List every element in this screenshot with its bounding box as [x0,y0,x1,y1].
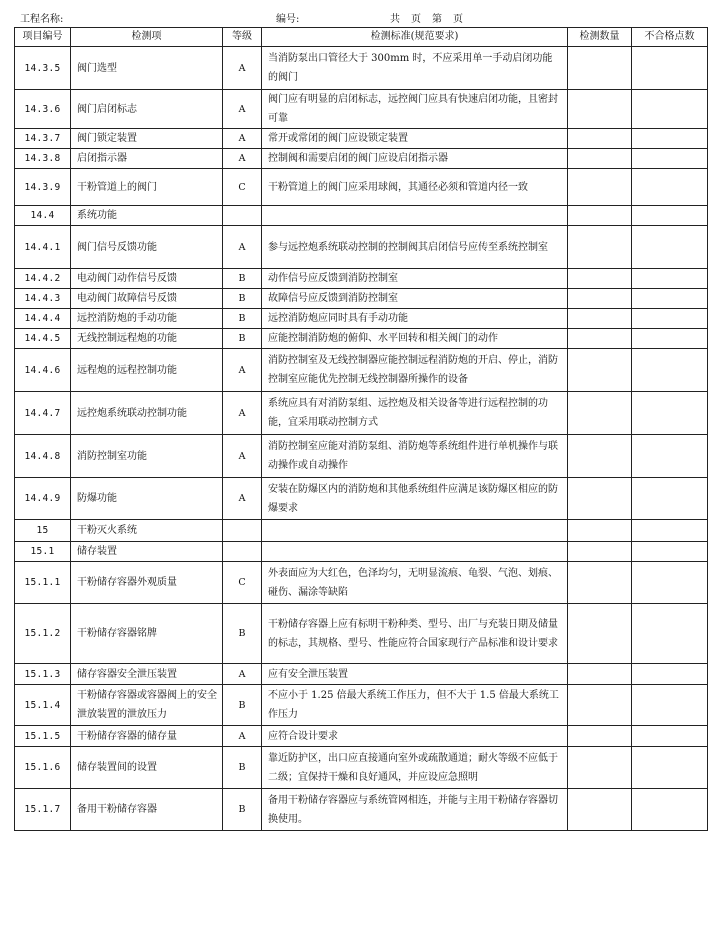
count-cell [568,206,632,226]
item-code-cell: 14.4.9 [15,478,71,520]
standard-cell: 不应小于 1.25 倍最大系统工作压力，但不大于 1.5 倍最大系统工作压力 [262,685,568,726]
count-cell [568,604,632,664]
count-cell [568,392,632,435]
fail-count-cell [632,604,708,664]
standard-cell: 消防控制室及无线控制器应能控制远程消防炮的开启、停止，消防控制室应能优先控制无线控制器所操作的设备 [262,349,568,392]
table-row [15,269,708,289]
grade-cell: B [223,289,262,309]
item-code-cell: 14.4.4 [15,309,71,329]
standard-cell: 干粉管道上的阀门应采用球阀，其通径必须和管道内径一致 [262,169,568,206]
table-row [15,789,708,831]
grade-cell [223,206,262,226]
fail-count-cell [632,542,708,562]
project-name-label: 工程名称: [20,14,64,25]
count-cell [568,329,632,349]
fail-count-cell [632,169,708,206]
item-name-cell: 无线控制远程炮的功能 [71,329,223,349]
count-cell [568,289,632,309]
table-row [15,169,708,206]
item-name-cell: 阀门启闭标志 [71,90,223,129]
grade-cell: A [223,47,262,90]
item-name-cell: 干粉储存容器外观质量 [71,562,223,604]
table-row [15,542,708,562]
count-cell [568,542,632,562]
grade-cell: B [223,309,262,329]
fail-count-cell [632,309,708,329]
item-code-cell: 14.3.9 [15,169,71,206]
table-row [15,349,708,392]
standard-cell: 安装在防爆区内的消防炮和其他系统组件应满足该防爆区相应的防爆要求 [262,478,568,520]
item-name-cell: 远程炮的远程控制功能 [71,349,223,392]
item-name-cell: 干粉储存容器的储存量 [71,726,223,747]
item-name-cell: 储存装置 [71,542,223,562]
col-header-grade: 等级 [223,28,262,47]
standard-cell: 消防控制室应能对消防泵组、消防炮等系统组件进行单机操作与联动操作或自动操作 [262,435,568,478]
grade-cell: A [223,664,262,685]
table-row [15,726,708,747]
table-row [15,604,708,664]
fail-count-cell [632,226,708,269]
grade-cell: A [223,90,262,129]
item-name-cell: 干粉灭火系统 [71,520,223,542]
standard-cell: 靠近防护区，出口应直接通向室外或疏散通道；耐火等级不应低于二级；宜保持干燥和良好通风，并应设应急照明 [262,747,568,789]
count-cell [568,169,632,206]
standard-cell: 应能控制消防炮的俯仰、水平回转和相关阀门的动作 [262,329,568,349]
item-code-cell: 15.1.4 [15,685,71,726]
item-name-cell: 远控消防炮的手动功能 [71,309,223,329]
item-code-cell: 15.1.7 [15,789,71,831]
fail-count-cell [632,664,708,685]
fail-count-cell [632,520,708,542]
grade-cell: B [223,269,262,289]
count-cell [568,664,632,685]
grade-cell: A [223,349,262,392]
table-row [15,226,708,269]
count-cell [568,149,632,169]
table-row [15,562,708,604]
fail-count-cell [632,47,708,90]
standard-cell: 动作信号应反馈到消防控制室 [262,269,568,289]
fail-count-cell [632,206,708,226]
fail-count-cell [632,269,708,289]
item-code-cell: 14.4.2 [15,269,71,289]
inspection-table [14,27,708,831]
standard-cell: 应有安全泄压装置 [262,664,568,685]
grade-cell: A [223,392,262,435]
standard-cell: 故障信号应反馈到消防控制室 [262,289,568,309]
count-cell [568,685,632,726]
table-header-row [15,28,708,47]
grade-cell: B [223,604,262,664]
table-row [15,47,708,90]
fail-count-cell [632,747,708,789]
grade-cell: A [223,435,262,478]
count-cell [568,226,632,269]
grade-cell: A [223,129,262,149]
item-code-cell: 14.4.1 [15,226,71,269]
item-name-cell: 电动阀门动作信号反馈 [71,269,223,289]
standard-cell: 外表面应为大红色，色泽均匀，无明显流痕、龟裂、气泡、划痕、碰伤、漏涂等缺陷 [262,562,568,604]
item-name-cell: 备用干粉储存容器 [71,789,223,831]
count-cell [568,520,632,542]
table-row [15,309,708,329]
grade-cell: C [223,562,262,604]
fail-count-cell [632,435,708,478]
item-code-cell: 14.3.5 [15,47,71,90]
standard-cell: 控制阀和需要启闭的阀门应设启闭指示器 [262,149,568,169]
fail-count-cell [632,349,708,392]
grade-cell [223,542,262,562]
item-code-cell: 14.3.7 [15,129,71,149]
table-row [15,90,708,129]
item-code-cell: 15.1.2 [15,604,71,664]
count-cell [568,47,632,90]
item-code-cell: 14.4.5 [15,329,71,349]
grade-cell: B [223,685,262,726]
item-name-cell: 防爆功能 [71,478,223,520]
grade-cell: B [223,329,262,349]
table-row [15,664,708,685]
item-name-cell: 远控炮系统联动控制功能 [71,392,223,435]
standard-cell: 应符合设计要求 [262,726,568,747]
item-code-cell: 14.4.8 [15,435,71,478]
count-cell [568,789,632,831]
table-row [15,478,708,520]
fail-count-cell [632,90,708,129]
count-cell [568,269,632,289]
fail-count-cell [632,789,708,831]
standard-cell: 干粉储存容器上应有标明干粉种类、型号、出厂与充装日期及储量的标志，其规格、型号、性能应符合国家现行产品标准和设计要求 [262,604,568,664]
count-cell [568,562,632,604]
standard-cell: 系统应具有对消防泵组、远控炮及相关设备等进行远程控制的功能，宜采用联动控制方式 [262,392,568,435]
fail-count-cell [632,685,708,726]
standard-cell [262,520,568,542]
standard-cell: 当消防泵出口管径大于 300mm 时，不应采用单一手动启闭功能的阀门 [262,47,568,90]
item-code-cell: 15.1.5 [15,726,71,747]
item-code-cell: 15.1 [15,542,71,562]
item-name-cell: 干粉储存容器或容器阀上的安全泄放装置的泄放压力 [71,685,223,726]
count-cell [568,747,632,789]
form-header [0,0,719,26]
fail-count-cell [632,392,708,435]
grade-cell: B [223,747,262,789]
count-cell [568,478,632,520]
count-cell [568,309,632,329]
serial-number-label: 编号: [276,14,300,25]
col-header-standard: 检测标准(规范要求) [262,28,568,47]
table-row [15,685,708,726]
item-code-cell: 14.4.3 [15,289,71,309]
table-row [15,149,708,169]
item-code-cell: 15.1.1 [15,562,71,604]
item-code-cell: 15.1.3 [15,664,71,685]
table-row [15,289,708,309]
col-header-fail: 不合格点数 [632,28,708,47]
fail-count-cell [632,289,708,309]
item-name-cell: 消防控制室功能 [71,435,223,478]
col-header-code: 项目编号 [15,28,71,47]
item-name-cell: 储存装置间的设置 [71,747,223,789]
count-cell [568,349,632,392]
grade-cell: A [223,226,262,269]
item-code-cell: 14.4.7 [15,392,71,435]
item-name-cell: 阀门信号反馈功能 [71,226,223,269]
grade-cell: A [223,478,262,520]
count-cell [568,435,632,478]
grade-cell: A [223,149,262,169]
count-cell [568,726,632,747]
standard-cell [262,542,568,562]
item-code-cell: 14.3.8 [15,149,71,169]
grade-cell: B [223,789,262,831]
fail-count-cell [632,329,708,349]
item-code-cell: 15.1.6 [15,747,71,789]
standard-cell: 参与远控炮系统联动控制的控制阀其启闭信号应传至系统控制室 [262,226,568,269]
table-row [15,329,708,349]
item-code-cell: 15 [15,520,71,542]
item-name-cell: 干粉储存容器铭牌 [71,604,223,664]
fail-count-cell [632,726,708,747]
count-cell [568,90,632,129]
standard-cell: 备用干粉储存容器应与系统管网相连，并能与主用干粉储存容器切换使用。 [262,789,568,831]
table-row [15,206,708,226]
grade-cell: A [223,726,262,747]
item-name-cell: 电动阀门故障信号反馈 [71,289,223,309]
col-header-item: 检测项 [71,28,223,47]
item-name-cell: 阀门选型 [71,47,223,90]
item-name-cell: 启闭指示器 [71,149,223,169]
fail-count-cell [632,562,708,604]
fail-count-cell [632,149,708,169]
item-name-cell: 储存容器安全泄压装置 [71,664,223,685]
item-name-cell: 系统功能 [71,206,223,226]
standard-cell: 常开或常闭的阀门应设锁定装置 [262,129,568,149]
table-row [15,435,708,478]
fail-count-cell [632,129,708,149]
grade-cell [223,520,262,542]
table-row [15,129,708,149]
page-count-label: 共 页 第 页 [390,14,464,25]
standard-cell: 远控消防炮应同时具有手动功能 [262,309,568,329]
table-row [15,392,708,435]
item-name-cell: 干粉管道上的阀门 [71,169,223,206]
standard-cell: 阀门应有明显的启闭标志，远控阀门应具有快速启闭功能，且密封可靠 [262,90,568,129]
table-row [15,747,708,789]
count-cell [568,129,632,149]
table-row [15,520,708,542]
item-code-cell: 14.3.6 [15,90,71,129]
item-code-cell: 14.4 [15,206,71,226]
item-name-cell: 阀门锁定装置 [71,129,223,149]
col-header-count: 检测数量 [568,28,632,47]
standard-cell [262,206,568,226]
grade-cell: C [223,169,262,206]
item-code-cell: 14.4.6 [15,349,71,392]
fail-count-cell [632,478,708,520]
